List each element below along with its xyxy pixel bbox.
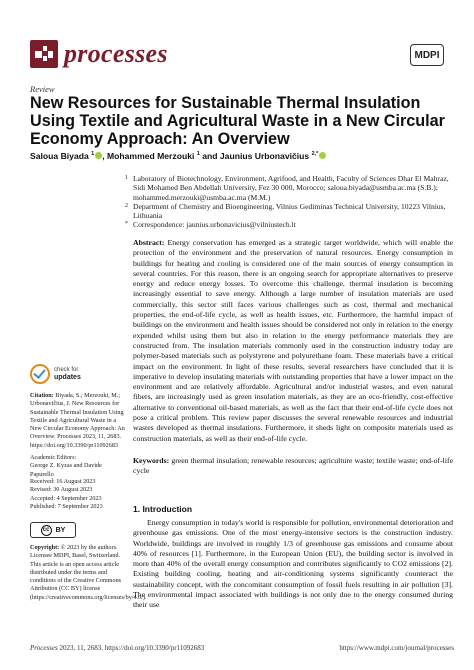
check-updates-icon	[30, 364, 50, 384]
academic-editors: Academic Editors: George Z. Kyzas and Davide Papurello	[30, 454, 102, 478]
affiliation: 1 Laboratory of Biotechnology, Environment, Agrifood, and Health, Faculty of Sciences Dhar El Mahraz, Sidi Mohamed Ben Abdellah University, Fez 30 000, Morocco; saloua.biyada@usmba.ac.ma (S.B.); mohammed.merzouki@usmba.ac.ma (M.M.)	[125, 174, 449, 202]
affiliation: 2 Department of Chemistry and Bioengineering, Vilnius Gediminas Technical University, 10223 Vilnius, Lithuania	[125, 202, 446, 221]
author-sup: 2,*	[311, 151, 319, 158]
footer-url[interactable]: https://www.mdpi.com/journal/processes	[339, 644, 454, 652]
orcid-icon[interactable]	[95, 152, 102, 159]
citation: Citation: Biyada, S.; Merzouki, M.; Urbonavičius, J. New Resources for Sustainable Thermal Insulation Using Textile and Agricultural Waste in a New Circular Economy Approach: An Overview. Processes 2023, 11, 2683. https://doi.org/10.3390/pr11092683	[30, 392, 125, 449]
cc-by-badge[interactable]	[30, 522, 76, 538]
keywords-label: Keywords:	[133, 456, 170, 465]
copyright-text: © 2023 by the authors. Licensee MDPI, Basel, Switzerland. This article is an open access article distributed under the terms and conditions of the Creative Commons Attribution (CC BY) license (https://creativecommons.org/licenses/by/4.0/).	[30, 544, 147, 601]
author-name: Mohammed Merzouki	[106, 151, 195, 161]
article-type: Review	[30, 84, 55, 94]
section-heading: 1. Introduction	[133, 504, 193, 514]
keywords-text: green thermal insulation; renewable resources; agriculture waste; textile waste; end-of-life cycle	[133, 456, 454, 476]
journal-logo	[30, 40, 58, 68]
accepted-date: Accepted: 4 September 2023	[30, 494, 102, 502]
cc-label: BY	[55, 526, 66, 534]
author-sup: 1	[91, 151, 95, 158]
abstract-label: Abstract:	[133, 238, 165, 247]
affiliation-text: Correspondence: jaunius.urbonavicius@vilniustech.lt	[133, 220, 296, 229]
affiliation-text: Laboratory of Biotechnology, Environment, Agrifood, and Health, Faculty of Sciences Dhar El Mahraz, Sidi Mohamed Ben Abdellah University, Fez 30 000, Morocco; saloua.biyada@usmba.ac.ma (S.B.); mohammed.merzouki@usmba.ac.ma (M.M.)	[133, 174, 449, 202]
abstract-text: Energy conservation has emerged as a strategic target worldwide, which will enable the protection of the environment and the preservation of natural resources. Energy consumption in buildings for heating and cooling is considered one of the main sources of energy consumption in several countries. For this reason, there is an ongoing search for appropriate alternatives to preserve energy and reduce energy losses. To overcome this challenge, thermal insulation is becoming increasingly essential to save energy. Although a large number of insulation materials are used commercially, this sector still faces various challenges such as cost, thermal and mechanical properties, the end-of-life cycle, as well as health issues, etc. Furthermore, the harmful impact of buildings on the environment and health issues should be considered not only in relation to the energy expended whilst using them but also in relation to the energy performance materials they are constructed from. The insulation materials commonly used in the construction industry today are polymer-based materials such as polystyrene and polyurethane foam. These materials have a critical impact on the environment. In light of these results, several researchers have concluded that it is imperative to develop insulating materials with outstanding properties that have a lower impact on the environment and are relatively affordable. Agricultural and/or industrial wastes, and even natural fibers, are increasingly used as green insulation materials, as they are an eco-friendly, cost-effective alternative to conventional oil-based materials, as well as the fact that their end-of-life cycle does not pose a critical problem. This review paper discusses the several renewable resources and industrial wastes developed as thermal insulations. Furthermore, it sheds light on composite materials used as construction materials, as well as their end-of-life cycle.	[133, 238, 454, 443]
dates	[30, 478, 126, 511]
page-footer: Processes 2023, 11, 2683. https://doi.org/10.3390/pr11092683 https://www.mdpi.com/journal/processes	[30, 644, 454, 652]
introduction-text: Energy consumption in today's world is responsible for pollution, environmental deterioration and greenhouse gas emissions. One of the most energy-intensive sectors is the construction industry. Worldwide, buildings are involved in roughly 1/3 of greenhouse gas emissions and consume about 40% of resources [1]. Furthermore, in the European Union (EU), the building sector is involved in more than 40% of the overall energy consumption and contributes significantly to CO2 emissions [2]. Existing building cooling, heating and air-conditioning systems significantly counteract the sustainability concept, with the concomitant consumption of fossil fuels resulting in air pollution [3]. The environmental impact associated with buildings is not only due to the energy consumed during their use	[133, 518, 453, 610]
author-name: Saloua Biyada	[30, 151, 89, 161]
paper-title: New Resources for Sustainable Thermal Insulation Using Textile and Agricultural Waste in a New Circular Economy Approach: An Overview	[30, 94, 445, 148]
orcid-icon[interactable]	[319, 152, 326, 159]
journal-name: processes	[64, 39, 168, 68]
published-date: Published: 7 September 2023	[30, 502, 103, 510]
footer-doi[interactable]: https://doi.org/10.3390/pr11092683	[104, 644, 205, 652]
correspondence: * Correspondence: jaunius.urbonavicius@vilniustech.lt	[125, 220, 296, 229]
copyright: Copyright: © 2023 by the authors. Licensee MDPI, Basel, Switzerland. This article is an open access article distributed under the terms and conditions of the Creative Commons Attribution (CC BY) license (https://creativecommons.org/licenses/by/4.0/).	[30, 544, 147, 601]
citation-text: Biyada, S.; Merzouki, M.; Urbonavičius, J. New Resources for Sustainable Thermal Insulation Using Textile and Agricultural Waste in a New Circular Economy Approach: An Overview. Processes 2023, 11, 2683. https://doi.org/10.3390/pr11092683	[30, 392, 125, 449]
footer-journal: Processes	[30, 644, 58, 652]
received-date: Received: 16 August 2023	[30, 478, 96, 485]
abstract	[133, 238, 453, 444]
author-name: Jaunius Urbonavičius	[219, 151, 310, 161]
check-for-updates[interactable]: check for updates	[30, 364, 81, 384]
affiliation-text: Department of Chemistry and Bioengineering, Vilnius Gediminas Technical University, 10223 Vilnius, Lithuania	[133, 202, 446, 221]
revised-date: Revised: 30 August 2023	[30, 486, 93, 494]
cc-icon: cc	[41, 525, 52, 536]
author-list: Saloua Biyada $^1$ , Mohammed Merzouki $^1$ and Jaunius Urbonavičius $^{2,*}$	[30, 151, 450, 161]
mdpi-logo: MDPI	[410, 44, 444, 66]
keywords	[133, 456, 453, 477]
author-sup: 1	[196, 151, 200, 158]
